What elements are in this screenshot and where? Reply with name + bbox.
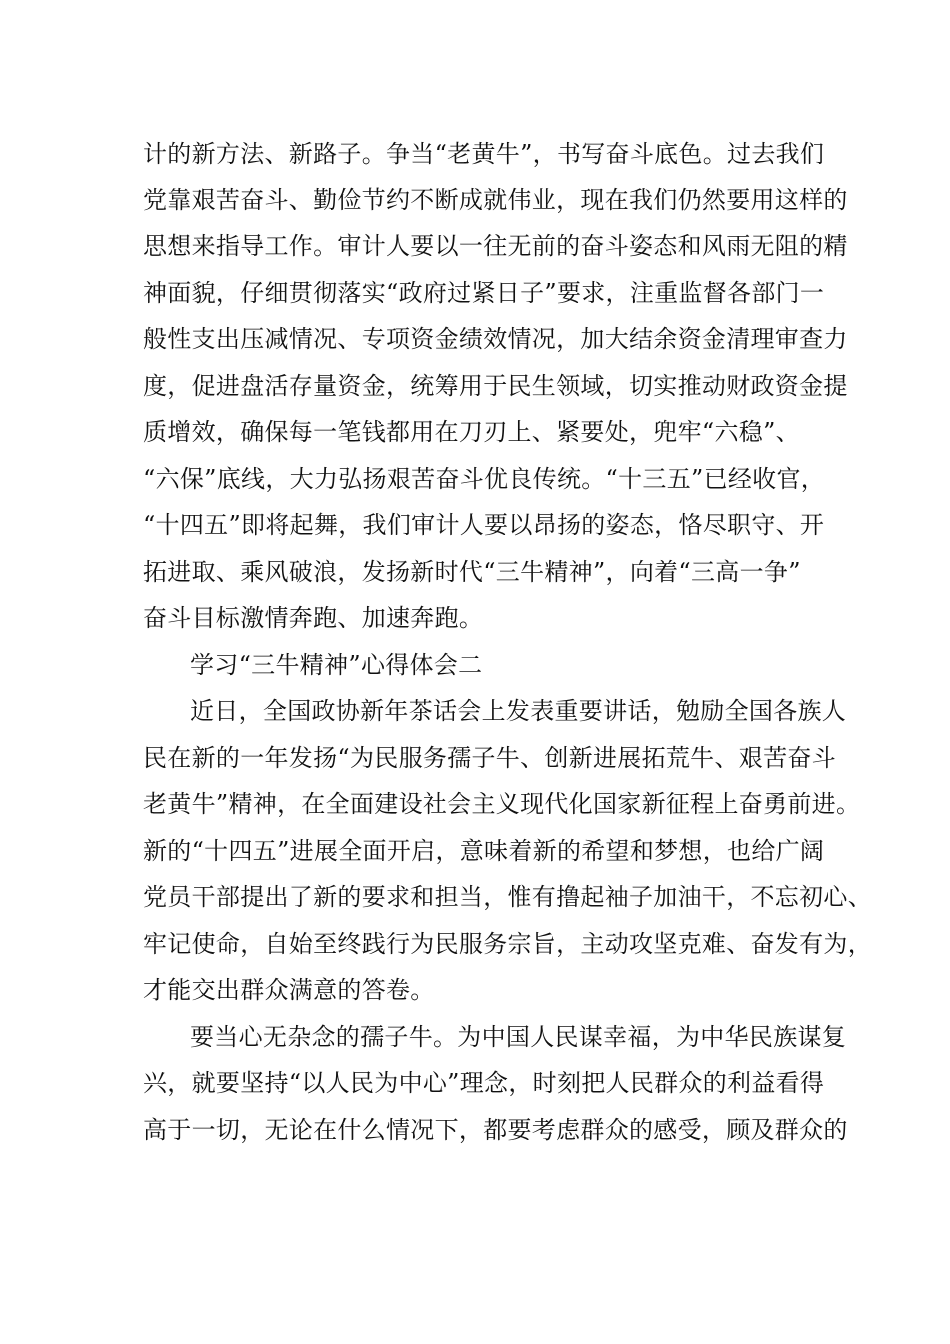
text-line: 拓进取、乘风破浪，发扬新时代“三牛精神”，向着“三高一争” <box>143 558 801 586</box>
text-line: 质增效，确保每一笔钱都用在刀刃上、紧要处，兜牢“六稳”、 <box>143 418 800 446</box>
text-line: 神面貌，仔细贯彻落实“政府过紧日子”要求，注重监督各部门一 <box>143 279 825 307</box>
text-line: 牢记使命，自始至终践行为民服务宗旨，主动攻坚克难、奋发有为， <box>143 930 872 958</box>
text-line: 计的新方法、新路子。争当“老黄牛”，书写奋斗底色。过去我们 <box>143 140 825 168</box>
text-line: 高于一切，无论在什么情况下，都要考虑群众的感受，顾及群众的 <box>143 1116 848 1144</box>
text-line: 老黄牛”精神，在全面建设社会主义现代化国家新征程上奋勇前进。 <box>143 790 861 818</box>
text-line: “六保”底线，大力弘扬艰苦奋斗优良传统。“十三五”已经收官， <box>143 465 826 493</box>
text-line: 党员干部提出了新的要求和担当，惟有撸起袖子加油干，不忘初心、 <box>143 883 872 911</box>
text-line: “十四五”即将起舞，我们审计人要以昂扬的姿态，恪尽职守、开 <box>143 511 825 539</box>
text-line: 党靠艰苦奋斗、勤俭节约不断成就伟业，现在我们仍然要用这样的 <box>143 186 848 214</box>
text-line: 般性支出压减情况、专项资金绩效情况，加大结余资金清理审查力 <box>143 325 848 353</box>
text-line: 近日，全国政协新年茶话会上发表重要讲话，勉励全国各族人 <box>190 697 847 725</box>
text-line: 新的“十四五”进展全面开启，意味着新的希望和梦想，也给广阔 <box>143 837 825 865</box>
text-line: 奋斗目标激情奔跑、加速奔跑。 <box>143 604 484 632</box>
text-line: 民在新的一年发扬“为民服务孺子牛、创新进展拓荒牛、艰苦奋斗 <box>143 744 836 772</box>
text-line: 度，促进盘活存量资金，统筹用于民生领域，切实推动财政资金提 <box>143 372 848 400</box>
text-line: 兴，就要坚持“以人民为中心”理念，时刻把人民群众的利益看得 <box>143 1069 825 1097</box>
text-line: 才能交出群众满意的答卷。 <box>143 976 435 1004</box>
text-line: 思想来指导工作。审计人要以一往无前的奋斗姿态和风雨无阻的精 <box>143 232 848 260</box>
section-heading: 学习“三牛精神”心得体会二 <box>190 651 483 679</box>
text-line: 要当心无杂念的孺子牛。为中国人民谋幸福，为中华民族谋复 <box>190 1023 847 1051</box>
